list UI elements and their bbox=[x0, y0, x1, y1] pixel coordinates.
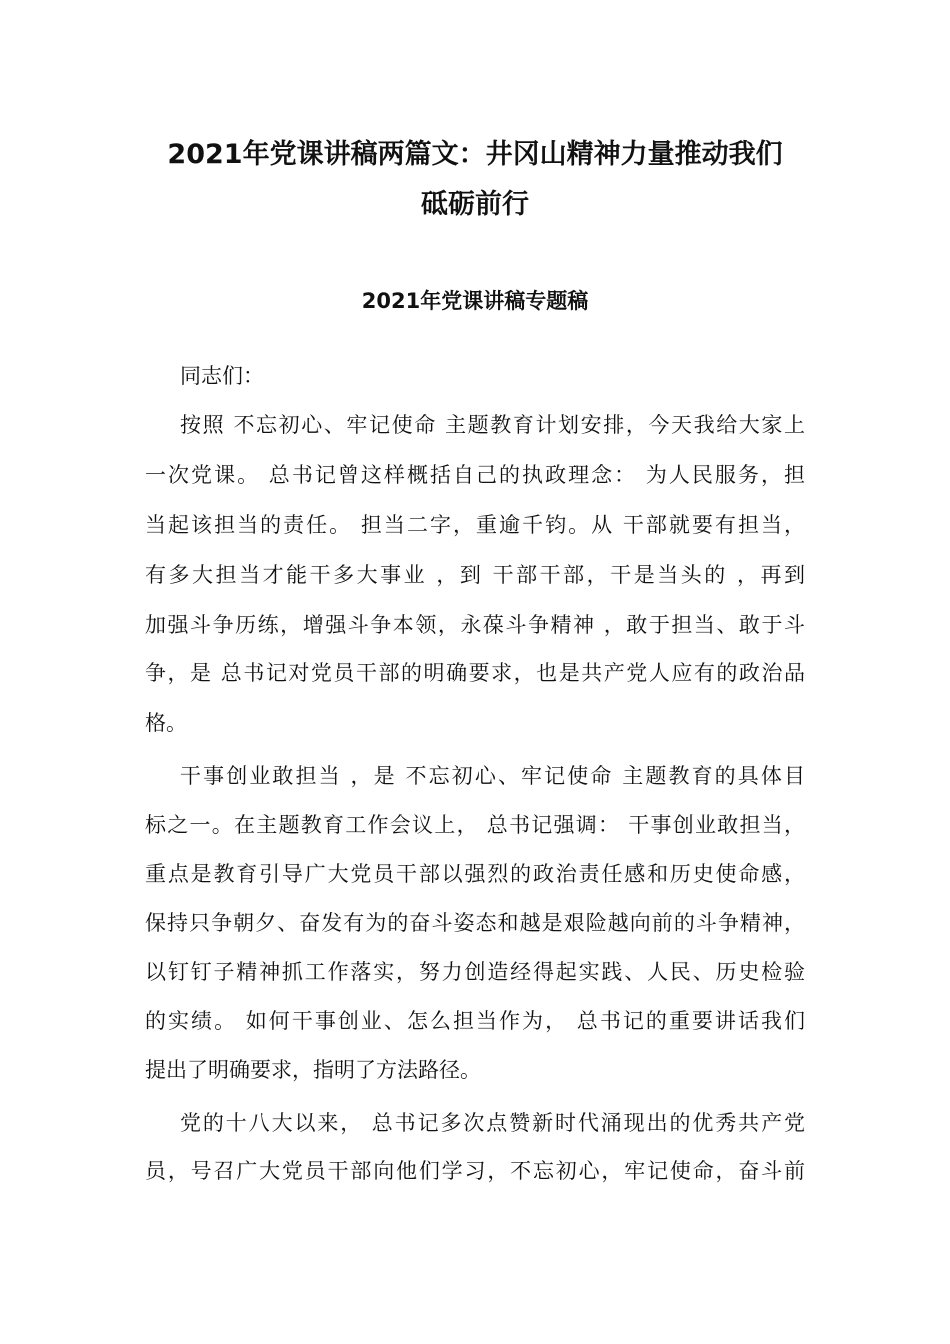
paragraph-1-line: 格。 bbox=[145, 711, 187, 735]
paragraph-2-line: 重点是教育引导广大党员干部以强烈的政治责任感和历史使命感， bbox=[145, 862, 805, 886]
doc-subtitle: 2021年党课讲稿专题稿 bbox=[361, 289, 589, 313]
paragraph-1-line: 争，是 总书记对党员干部的明确要求，也是共产党人应有的政治品 bbox=[145, 661, 805, 685]
paragraph-2-line: 干事创业敢担当 ，是 不忘初心、牢记使命 主题教育的具体目 bbox=[180, 764, 805, 788]
paragraph-2-line: 的实绩。 如何干事创业、怎么担当作为， 总书记的重要讲话我们 bbox=[145, 1009, 805, 1033]
paragraph-2-line: 标之一。在主题教育工作会议上， 总书记强调： 干事创业敢担当， bbox=[145, 813, 805, 837]
paragraph-1-line: 当起该担当的责任。 担当二字，重逾千钧。从 干部就要有担当， bbox=[145, 513, 805, 537]
doc-title-line-1: 2021年党课讲稿两篇文：井冈山精神力量推动我们 bbox=[167, 139, 783, 170]
salutation: 同志们： bbox=[180, 364, 264, 388]
paragraph-1-line: 按照 不忘初心、牢记使命 主题教育计划安排，今天我给大家上 bbox=[180, 413, 805, 437]
paragraph-2-line: 提出了明确要求，指明了方法路径。 bbox=[145, 1058, 481, 1082]
paragraph-2-line: 以钉钉子精神抓工作落实，努力创造经得起实践、人民、历史检验 bbox=[145, 960, 805, 984]
paragraph-1-line: 有多大担当才能干多大事业 ，到 干部干部，干是当头的 ，再到 bbox=[145, 563, 805, 587]
paragraph-3-line: 党的十八大以来， 总书记多次点赞新时代涌现出的优秀共产党 bbox=[180, 1111, 805, 1135]
paragraph-1-line: 一次党课。 总书记曾这样概括自己的执政理念： 为人民服务，担 bbox=[145, 463, 805, 487]
paragraph-3-line: 员，号召广大党员干部向他们学习，不忘初心，牢记使命，奋斗前 bbox=[145, 1159, 805, 1183]
paragraph-1-line: 加强斗争历练，增强斗争本领，永葆斗争精神 ，敢于担当、敢于斗 bbox=[145, 613, 805, 637]
paragraph-2-line: 保持只争朝夕、奋发有为的奋斗姿态和越是艰险越向前的斗争精神， bbox=[145, 911, 805, 935]
doc-title-line-2: 砥砺前行 bbox=[421, 189, 529, 220]
